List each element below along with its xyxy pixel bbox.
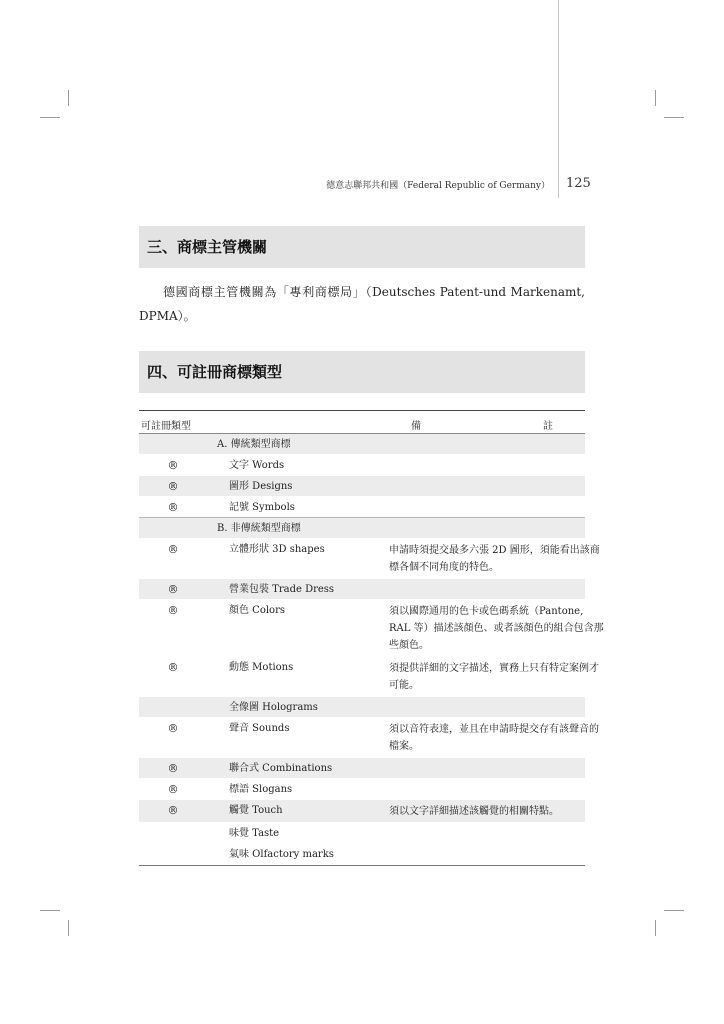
- type-note: [387, 497, 607, 517]
- type-note: 申請時須提交最多六張 2D 圖形，須能看出該商標各個不同角度的特色。: [389, 545, 600, 573]
- type-name: 顏色 Colors: [229, 605, 285, 616]
- paragraph-line: DPMA）。: [139, 309, 196, 323]
- type-note: 須以音符表達，並且在申請時提交存有該聲音的檔案。: [389, 724, 599, 752]
- type-name: 記號 Symbols: [229, 502, 295, 513]
- registered-mark: [139, 518, 207, 538]
- type-note: [387, 579, 607, 599]
- registered-mark: ®: [167, 501, 179, 514]
- table-row: [139, 539, 600, 579]
- running-head: 德意志聯邦共和國（Federal Republic of Germany）: [326, 181, 550, 191]
- type-name: 動態 Motions: [229, 662, 294, 673]
- table-body: [139, 434, 604, 865]
- type-note: [387, 823, 607, 843]
- table-row: [139, 844, 585, 865]
- crop-mark: [40, 117, 60, 118]
- type-note: [387, 758, 607, 778]
- table-row: [139, 518, 585, 539]
- header-note: 備: [411, 421, 421, 432]
- table-row: [139, 657, 599, 697]
- section-3-heading: 三、商標主管機關: [139, 226, 585, 268]
- crop-mark: [40, 910, 60, 911]
- header-type: 可註冊類型: [141, 421, 191, 432]
- type-note: 須以國際通用的色卡或色碼系統（Pantone, RAL 等）描述該顏色、或者該顏色的組合包含那些顏色。: [389, 606, 604, 651]
- category-label: B. 非傳統類型商標: [217, 523, 301, 534]
- type-name: 氣味 Olfactory marks: [229, 849, 334, 860]
- type-name: 聲音 Sounds: [229, 723, 290, 734]
- table-row: [139, 497, 585, 518]
- header-rule: [558, 0, 559, 198]
- crop-mark: [68, 920, 69, 936]
- table-row: [139, 823, 585, 844]
- table-header: [139, 411, 585, 434]
- type-name: 立體形狀 3D shapes: [229, 544, 325, 555]
- registered-mark: [139, 434, 207, 454]
- table-row: [139, 600, 604, 657]
- registered-mark: ®: [167, 722, 179, 735]
- registered-mark: ®: [167, 804, 179, 817]
- type-name: 聯合式 Combinations: [229, 763, 333, 774]
- trademark-types-table: [139, 410, 604, 866]
- type-note: [375, 518, 595, 538]
- type-name: 圖形 Designs: [229, 481, 293, 492]
- registered-mark: ®: [167, 583, 179, 596]
- type-note: [387, 779, 607, 799]
- body-paragraph: [139, 280, 585, 328]
- crop-mark: [664, 910, 684, 911]
- type-note: [387, 455, 607, 475]
- registered-mark: [139, 697, 207, 717]
- registered-mark: [139, 844, 207, 864]
- registered-mark: ®: [167, 459, 179, 472]
- table-row: [139, 779, 585, 800]
- table-row: [139, 434, 585, 455]
- category-label: A. 傳統類型商標: [217, 439, 291, 450]
- type-name: 全像圖 Holograms: [229, 702, 318, 713]
- table-row: [139, 718, 599, 758]
- table-row: [139, 579, 585, 600]
- registered-mark: [139, 823, 207, 843]
- registered-mark: ®: [167, 762, 179, 775]
- table-row: [139, 476, 585, 497]
- type-name: 營業包裝 Trade Dress: [229, 584, 335, 595]
- type-note: [387, 697, 607, 717]
- type-note: [387, 476, 607, 496]
- type-note: 須提供詳細的文字描述，實務上只有特定案例才可能。: [389, 663, 599, 691]
- type-note: 須以文字詳細描述該觸覺的相關特點。: [389, 806, 559, 817]
- crop-mark: [664, 117, 684, 118]
- crop-mark: [655, 90, 656, 106]
- type-note: [387, 844, 607, 864]
- registered-mark: ®: [167, 480, 179, 493]
- type-name: 味覺 Taste: [229, 828, 280, 839]
- table-row: [139, 758, 585, 779]
- registered-mark: ®: [167, 783, 179, 796]
- section-4-heading: 四、可註冊商標類型: [139, 351, 585, 393]
- table-row: [139, 697, 585, 718]
- crop-mark: [655, 920, 656, 936]
- registered-mark: ®: [167, 661, 179, 674]
- table-row: [139, 455, 585, 476]
- header-note: 註: [543, 421, 553, 432]
- crop-mark: [68, 90, 69, 106]
- type-name: 觸覺 Touch: [229, 805, 283, 816]
- registered-mark: ®: [167, 604, 179, 617]
- type-name: 文字 Words: [229, 460, 285, 471]
- paragraph-line: 德國商標主管機關為「專利商標局」（Deutsches Patent-und Markenamt,: [163, 285, 585, 299]
- registered-mark: ®: [167, 543, 179, 556]
- page-number: 125: [566, 176, 591, 191]
- type-name: 標語 Slogans: [229, 784, 293, 795]
- type-note: [375, 434, 595, 454]
- table-row: [139, 800, 585, 823]
